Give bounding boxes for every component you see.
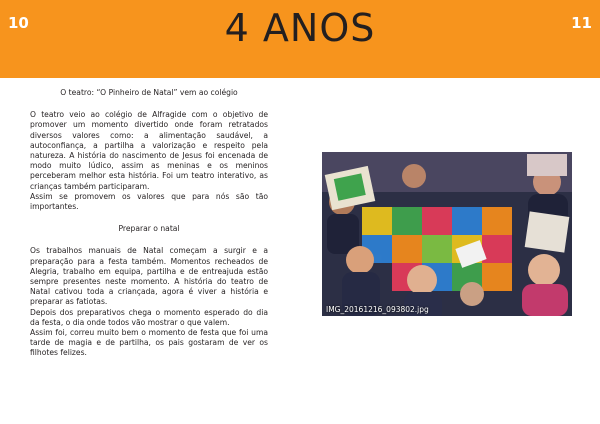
article-text — [30, 88, 268, 359]
article-heading-theatre: O teatro: “O Pinheiro de Natal” vem ao colégio — [60, 88, 238, 97]
paragraph: O teatro veio ao colégio de Alfragide com o objetivo de promover um momento divertido onde foram retratados diversos valores como: a alimentação saudável, a autoconfiança, a partilha a valorização e respeito pela natureza. A história do nascimento de Jesus foi encenada de modo muito lúdico, assim as meninas e os meninos perceberam melhor esta história. Foi um teatro interativo, as crianças também participaram. — [30, 110, 268, 191]
page-number-left: 10 — [8, 14, 29, 32]
paragraph: Assim foi, correu muito bem o momento de festa que foi uma tarde de magia e de partilha, os pais gostaram de ver os filhotes felizes. — [30, 328, 268, 358]
paragraph: Depois dos preparativos chega o momento esperado do dia da festa, o dia onde todos vão mostrar o que valem. — [30, 307, 268, 327]
article-heading-christmas: Preparar o natal — [118, 224, 180, 234]
paragraph: Os trabalhos manuais de Natal começam a surgir e a preparação para a festa também. Momentos recheados de Alegria, trabalho em equipa, partilha e de entreajuda estão sempre presentes neste momento. A história do teatro de Natal cativou toda a criançada, agora é viver a história e preparar as fatiotas. — [30, 246, 268, 307]
page-number-right: 11 — [571, 14, 592, 32]
paragraph: Assim se promovem os valores que para nós são tão importantes. — [30, 191, 268, 212]
page-title: 4 ANOS — [224, 6, 376, 50]
photo-illustration — [322, 152, 572, 316]
children-photo — [322, 152, 572, 316]
photo-caption: IMG_20161216_093802.jpg — [326, 305, 429, 314]
header-bar — [0, 0, 600, 78]
